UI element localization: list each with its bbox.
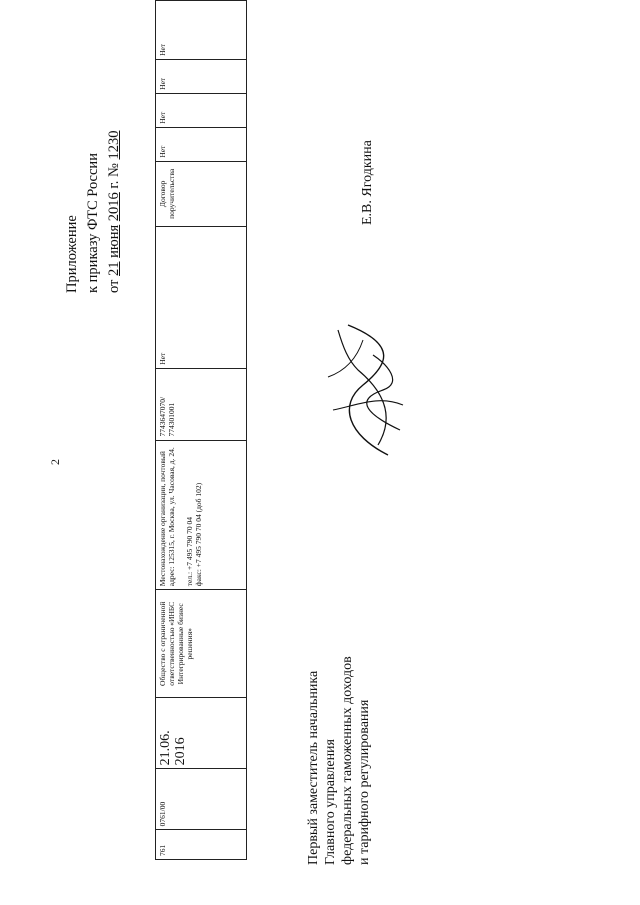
date-year-suffix: г. — [106, 180, 122, 189]
table-row — [156, 1, 247, 860]
order-number: 1230 — [106, 130, 122, 160]
cell-y4: Нет — [156, 1, 247, 60]
page-number: 2 — [48, 459, 62, 465]
appendix-header — [62, 23, 125, 293]
cell-date: 21.06. 2016 — [156, 698, 247, 769]
date-year: 2016 — [106, 192, 122, 222]
cell-address — [156, 440, 247, 590]
address-line-2: тел.: +7 495 790 70 04 — [185, 517, 194, 587]
appendix-order: к приказу ФТС России — [85, 153, 101, 293]
cell-y3: Нет — [156, 59, 247, 93]
address-line-3: факс: +7 495 790 70 04 (доб 102) — [194, 482, 203, 587]
cell-other: Нет — [156, 226, 247, 368]
signatory-title-2: Главного управления — [323, 739, 338, 865]
date-month: июня — [106, 224, 122, 258]
cell-y2: Нет — [156, 93, 247, 127]
signatory-name: Е.В. Ягодкина — [360, 140, 375, 225]
handwritten-signature — [318, 315, 410, 465]
cell-num: 761 — [156, 830, 247, 860]
cell-code: 0761/00 — [156, 769, 247, 830]
cell-y1: Нет — [156, 127, 247, 161]
signatory-title-4: и тарифного регулирования — [357, 699, 372, 865]
registry-table — [155, 0, 247, 860]
date-prefix: от — [106, 279, 122, 293]
signatory-title-1: Первый заместитель начальника — [306, 670, 321, 865]
cell-reason: Договор поручительства — [156, 161, 247, 226]
number-prefix: № — [106, 163, 122, 177]
cell-inn: 7743647070/ 774301001 — [156, 368, 247, 440]
date-day: 21 — [106, 261, 122, 276]
signatory-title-3: федеральных таможенных доходов — [340, 656, 355, 865]
appendix-title: Приложение — [64, 215, 80, 293]
signatory-title — [305, 585, 373, 865]
appendix-date-line — [104, 23, 125, 293]
cell-name: Общество с ограниченной ответственностью «ИНБС Интегрированные бизнес решения» — [156, 590, 247, 698]
address-line-1: Местонахождение организации, почтовый адрес: 125315, г. Москва, ул. Часовая, д. 24. — [158, 447, 176, 587]
